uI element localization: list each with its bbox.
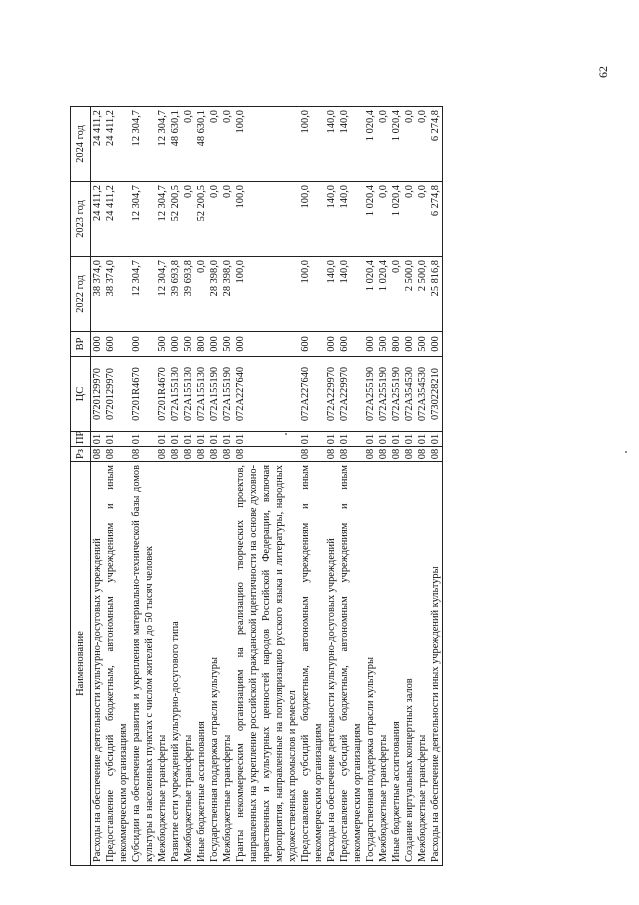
header-vr: ВР: [71, 332, 91, 357]
row-name: Создание виртуальных концертных залов: [403, 462, 416, 866]
table-row: [208, 107, 221, 866]
table-row: [364, 107, 377, 866]
table-row: [416, 107, 429, 866]
table-row: [390, 107, 403, 866]
table-row: [91, 107, 105, 866]
row-value-2024: 0,0: [182, 107, 195, 182]
row-value-2023: 24 411,2: [91, 182, 105, 257]
row-pr: 01: [364, 432, 377, 447]
row-value-2023: 100,0: [234, 182, 299, 257]
table-row: [169, 107, 182, 866]
row-pr: 01: [416, 432, 429, 447]
row-vr: 500: [156, 332, 169, 357]
row-name: Расходы на обеспечение деятельности культурно-досуговых учреждений: [325, 462, 338, 866]
row-vr: 600: [299, 332, 325, 357]
row-value-2024: 0,0: [221, 107, 234, 182]
table-row: [104, 107, 130, 866]
row-rz: 08: [156, 447, 169, 462]
row-value-2022: 28 398,0: [221, 257, 234, 332]
row-pr: 01: [208, 432, 221, 447]
row-value-2024: 100,0: [234, 107, 299, 182]
row-pr: 01: [104, 432, 130, 447]
row-value-2022: 39 693,8: [169, 257, 182, 332]
row-rz: 08: [338, 447, 364, 462]
row-value-2022: 39 693,8: [182, 257, 195, 332]
row-value-2023: 100,0: [299, 182, 325, 257]
row-value-2022: 0,0: [390, 257, 403, 332]
row-vr: 500: [416, 332, 429, 357]
row-cs: 072A227640: [234, 357, 299, 432]
row-rz: 08: [221, 447, 234, 462]
row-cs: 0720129970: [91, 357, 105, 432]
row-name: Государственная поддержка отрасли культуры: [208, 462, 221, 866]
row-value-2023: 0,0: [416, 182, 429, 257]
row-vr: 500: [221, 332, 234, 357]
row-pr: 01: [377, 432, 390, 447]
row-value-2023: 52 200,5: [195, 182, 208, 257]
row-pr: 01: [130, 432, 156, 447]
row-value-2023: 1 020,4: [390, 182, 403, 257]
page-number: 62: [596, 66, 610, 78]
scan-speck: [625, 451, 627, 453]
row-rz: 08: [130, 447, 156, 462]
row-value-2024: 0,0: [377, 107, 390, 182]
row-value-2024: 0,0: [208, 107, 221, 182]
row-value-2022: 100,0: [299, 257, 325, 332]
row-rz: 08: [377, 447, 390, 462]
row-vr: 000: [325, 332, 338, 357]
row-value-2023: 0,0: [208, 182, 221, 257]
row-value-2023: 6 274,8: [429, 182, 443, 257]
row-value-2024: 24 411,2: [104, 107, 130, 182]
row-pr: 01: [234, 432, 299, 447]
row-pr: 01: [338, 432, 364, 447]
row-value-2022: 2 500,0: [416, 257, 429, 332]
header-year-2023: 2023 год: [71, 182, 91, 257]
row-pr: 01: [403, 432, 416, 447]
rotated-budget-table-wrapper: [70, 106, 443, 866]
row-pr: 01: [221, 432, 234, 447]
row-rz: 08: [416, 447, 429, 462]
row-name: Предоставление субсидий бюджетным, автономным учреждениям и иным некоммерческим организациям: [104, 462, 130, 866]
row-pr: 01: [390, 432, 403, 447]
row-value-2023: 0,0: [403, 182, 416, 257]
row-name: Государственная поддержка отрасли культуры: [364, 462, 377, 866]
row-value-2023: 52 200,5: [169, 182, 182, 257]
row-value-2023: 1 020,4: [364, 182, 377, 257]
row-value-2024: 12 304,7: [130, 107, 156, 182]
row-name: Субсидии на обеспечение развития и укрепления материально-технической базы домов культуры в населенных пунктах с числом жителей до 50 тысяч человек: [130, 462, 156, 866]
row-cs: 072A155190: [221, 357, 234, 432]
row-vr: 000: [208, 332, 221, 357]
row-pr: 01: [325, 432, 338, 447]
row-value-2024: 48 630,1: [195, 107, 208, 182]
row-rz: 08: [208, 447, 221, 462]
row-pr: 01: [91, 432, 105, 447]
row-value-2024: 140,0: [338, 107, 364, 182]
row-name: Межбюджетные трансферты: [377, 462, 390, 866]
table-row: [156, 107, 169, 866]
row-cs: 072A255190: [390, 357, 403, 432]
row-rz: 08: [429, 447, 443, 462]
row-name: Предоставление субсидий бюджетным, автономным учреждениям и иным некоммерческим организациям: [338, 462, 364, 866]
row-name: Межбюджетные трансферты: [156, 462, 169, 866]
row-value-2024: 0,0: [403, 107, 416, 182]
row-value-2024: 1 020,4: [364, 107, 377, 182]
row-rz: 08: [390, 447, 403, 462]
row-value-2022: 1 020,4: [377, 257, 390, 332]
table-row: [182, 107, 195, 866]
row-vr: 500: [377, 332, 390, 357]
row-value-2022: 100,0: [234, 257, 299, 332]
row-vr: 000: [91, 332, 105, 357]
row-value-2022: 140,0: [325, 257, 338, 332]
row-value-2023: 24 411,2: [104, 182, 130, 257]
row-vr: 600: [338, 332, 364, 357]
row-vr: 000: [169, 332, 182, 357]
row-value-2023: 0,0: [221, 182, 234, 257]
row-pr: 01: [195, 432, 208, 447]
row-value-2022: 25 816,8: [429, 257, 443, 332]
row-rz: 08: [364, 447, 377, 462]
row-rz: 08: [182, 447, 195, 462]
row-pr: 01: [429, 432, 443, 447]
header-year-2022: 2022 год: [71, 257, 91, 332]
row-name: Иные бюджетные ассигнования: [195, 462, 208, 866]
row-rz: 08: [195, 447, 208, 462]
budget-table: [70, 106, 443, 866]
row-cs: 0720129970: [104, 357, 130, 432]
header-cs: ЦС: [71, 357, 91, 432]
row-cs: 072A155130: [195, 357, 208, 432]
table-row: [325, 107, 338, 866]
row-value-2024: 6 274,8: [429, 107, 443, 182]
row-value-2023: 12 304,7: [156, 182, 169, 257]
row-value-2022: 38 374,0: [91, 257, 105, 332]
header-name: Наименование: [71, 462, 91, 866]
row-rz: 08: [91, 447, 105, 462]
row-value-2023: 0,0: [377, 182, 390, 257]
row-cs: 072A229970: [325, 357, 338, 432]
row-value-2022: 28 398,0: [208, 257, 221, 332]
row-value-2023: 12 304,7: [130, 182, 156, 257]
header-year-2024: 2024 год: [71, 107, 91, 182]
row-value-2023: 140,0: [325, 182, 338, 257]
table-row: [338, 107, 364, 866]
row-value-2024: 140,0: [325, 107, 338, 182]
table-row: [403, 107, 416, 866]
row-value-2022: 12 304,7: [130, 257, 156, 332]
table-row: [429, 107, 443, 866]
row-value-2022: 1 020,4: [364, 257, 377, 332]
row-value-2024: 0,0: [416, 107, 429, 182]
row-cs: 072A155190: [208, 357, 221, 432]
row-name: Предоставление субсидий бюджетным, автономным учреждениям и иным некоммерческим организациям: [299, 462, 325, 866]
row-value-2024: 24 411,2: [91, 107, 105, 182]
row-value-2023: 140,0: [338, 182, 364, 257]
row-vr: 000: [130, 332, 156, 357]
row-cs: 072A155130: [169, 357, 182, 432]
row-value-2024: 48 630,1: [169, 107, 182, 182]
row-name: Расходы на обеспечение деятельности иных учреждений культуры: [429, 462, 443, 866]
row-name: Развитие сети учреждений культурно-досугового типа: [169, 462, 182, 866]
row-rz: 08: [299, 447, 325, 462]
row-vr: 000: [429, 332, 443, 357]
row-value-2022: 140,0: [338, 257, 364, 332]
row-vr: 600: [104, 332, 130, 357]
header-rz: Рз: [71, 447, 91, 462]
table-row: [221, 107, 234, 866]
row-vr: 800: [390, 332, 403, 357]
row-name: Межбюджетные трансферты: [221, 462, 234, 866]
row-vr: 000: [364, 332, 377, 357]
row-rz: 08: [104, 447, 130, 462]
row-name: Межбюджетные трансферты: [182, 462, 195, 866]
row-pr: 01: [169, 432, 182, 447]
row-rz: 08: [234, 447, 299, 462]
row-cs: 072A255190: [377, 357, 390, 432]
row-value-2022: 2 500,0: [403, 257, 416, 332]
row-name: Расходы на обеспечение деятельности культурно-досуговых учреждений: [91, 462, 105, 866]
row-name: Иные бюджетные ассигнования: [390, 462, 403, 866]
row-cs: 072A354530: [416, 357, 429, 432]
table-row: [130, 107, 156, 866]
row-cs: 0730228210: [429, 357, 443, 432]
row-value-2024: 1 020,4: [390, 107, 403, 182]
row-vr: 000: [234, 332, 299, 357]
row-vr: 500: [182, 332, 195, 357]
row-vr: 000: [403, 332, 416, 357]
row-rz: 08: [325, 447, 338, 462]
row-cs: 07201R4670: [156, 357, 169, 432]
row-name: Межбюджетные трансферты: [416, 462, 429, 866]
row-vr: 800: [195, 332, 208, 357]
row-value-2022: 0,0: [195, 257, 208, 332]
row-cs: 072A255190: [364, 357, 377, 432]
row-cs: 072A229970: [338, 357, 364, 432]
row-cs: 072A354530: [403, 357, 416, 432]
row-cs: 072A227640: [299, 357, 325, 432]
row-value-2024: 12 304,7: [156, 107, 169, 182]
table-header-row: [71, 107, 91, 866]
row-rz: 08: [169, 447, 182, 462]
row-pr: 01: [299, 432, 325, 447]
table-row: [377, 107, 390, 866]
row-cs: 072A155130: [182, 357, 195, 432]
header-pr: ПР: [71, 432, 91, 447]
row-value-2023: 0,0: [182, 182, 195, 257]
row-pr: 01: [182, 432, 195, 447]
row-name: Гранты некоммерческим организациям на реализацию творческих проектов, направленных на укрепление российской гражданской идентичности на основе духовно-нравственных и культурных ценностей народов Российской Федерации, включая мероприятия, направленные на популяризацию русского языка и литературы, народных художественных промыслов и ремесел: [234, 462, 299, 866]
row-value-2022: 12 304,7: [156, 257, 169, 332]
row-value-2022: 38 374,0: [104, 257, 130, 332]
row-pr: 01: [156, 432, 169, 447]
row-cs: 07201R4670: [130, 357, 156, 432]
row-value-2024: 100,0: [299, 107, 325, 182]
table-row: [299, 107, 325, 866]
row-rz: 08: [403, 447, 416, 462]
table-row: [234, 107, 299, 866]
table-row: [195, 107, 208, 866]
